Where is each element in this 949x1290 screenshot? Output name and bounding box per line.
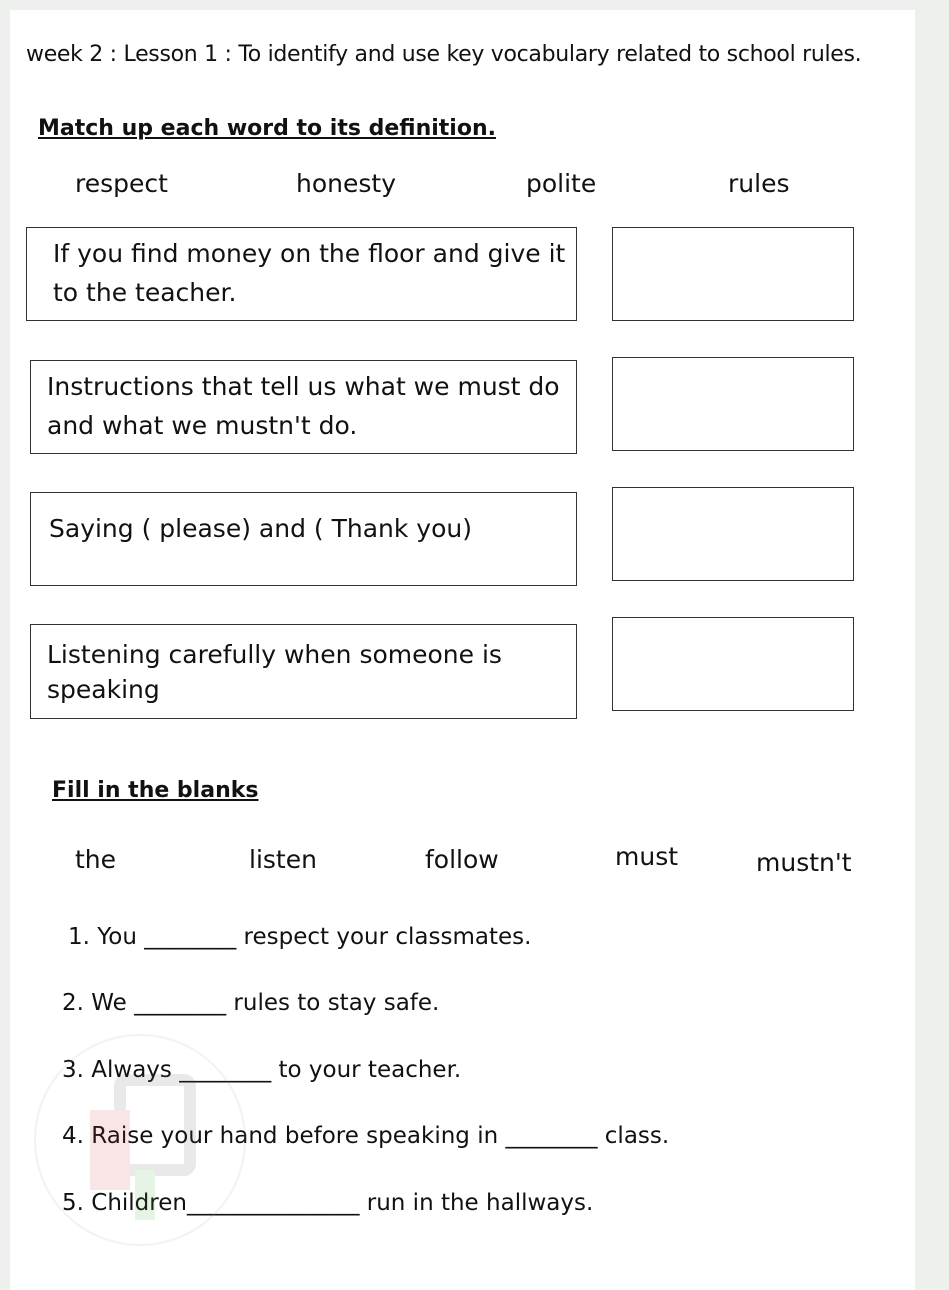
match-word: respect xyxy=(75,169,168,198)
fill-item: 2. We ________ rules to stay safe. xyxy=(62,990,440,1016)
fill-word: the xyxy=(75,845,117,874)
answer-box[interactable] xyxy=(612,617,854,711)
fill-item: 4. Raise your hand before speaking in ________ class. xyxy=(62,1123,670,1149)
answer-box[interactable] xyxy=(612,227,854,321)
answer-box[interactable] xyxy=(612,487,854,581)
match-word: rules xyxy=(728,169,790,198)
definition-box: Listening carefully when someone is speaking xyxy=(30,624,577,719)
fill-word: mustn't xyxy=(756,848,852,877)
fill-word: follow xyxy=(425,845,499,874)
fill-item: 1. You ________ respect your classmates. xyxy=(68,924,532,950)
lesson-title: week 2 : Lesson 1 : To identify and use key vocabulary related to school rules. xyxy=(26,42,862,67)
fill-item: 5. Children_______________ run in the hallways. xyxy=(62,1190,594,1216)
match-word: polite xyxy=(526,169,597,198)
definition-box: Saying ( please) and ( Thank you) xyxy=(30,492,577,586)
fill-item: 3. Always ________ to your teacher. xyxy=(62,1057,462,1083)
fill-word: must xyxy=(615,842,679,871)
fill-heading: Fill in the blanks xyxy=(52,778,259,803)
definition-box: If you find money on the floor and give it to the teacher. xyxy=(26,227,577,321)
definition-box: Instructions that tell us what we must do and what we mustn't do. xyxy=(30,360,577,454)
fill-word: listen xyxy=(249,845,317,874)
answer-box[interactable] xyxy=(612,357,854,451)
match-heading: Match up each word to its definition. xyxy=(38,116,496,141)
match-word: honesty xyxy=(296,169,396,198)
